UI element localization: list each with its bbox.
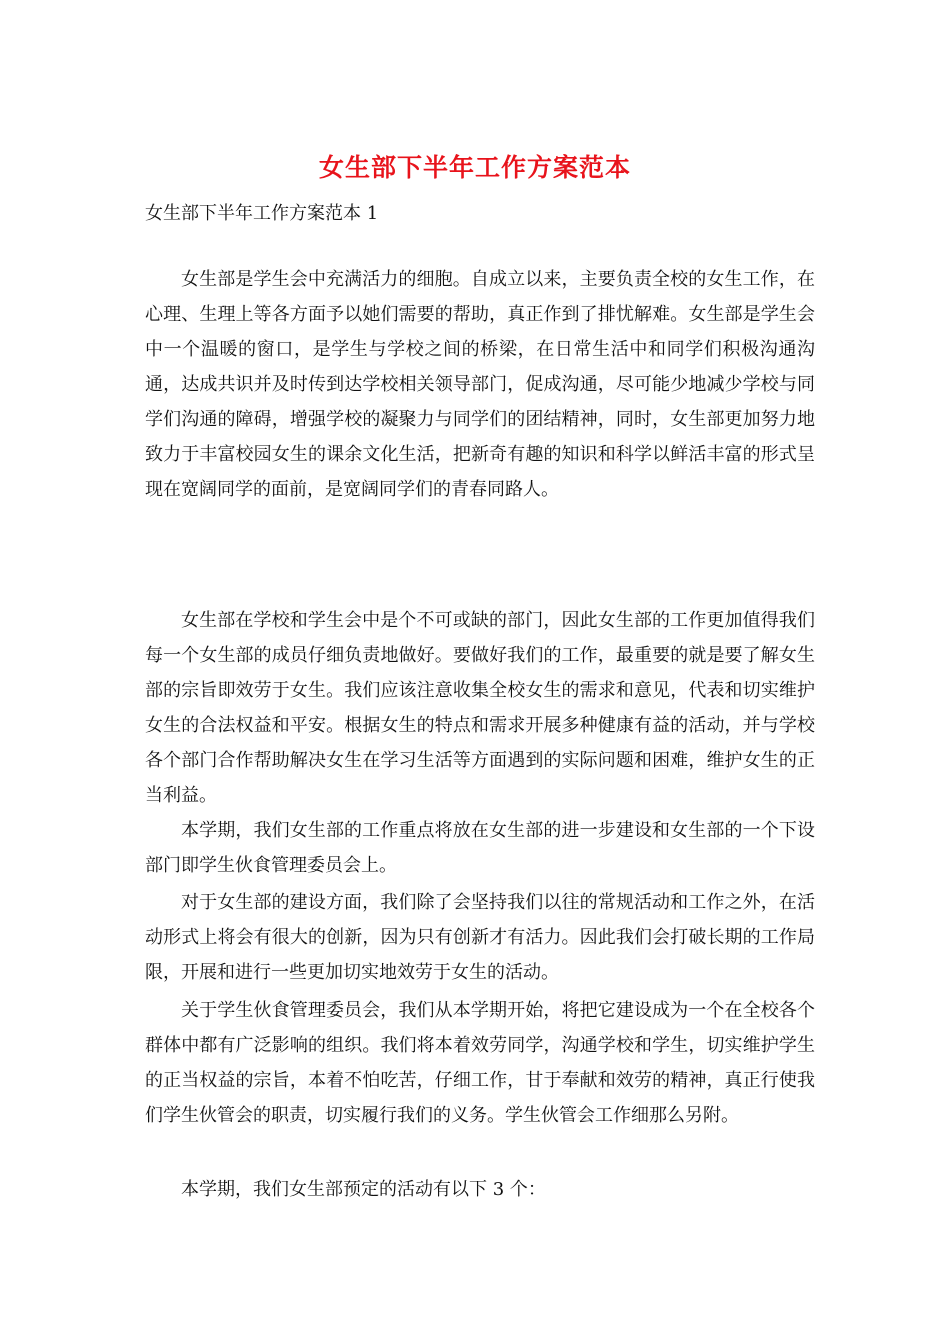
document-title: 女生部下半年工作方案范本 [318,153,631,182]
paragraph-planned-activities: 本学期，我们女生部预定的活动有以下 3 个： [181,1179,546,1200]
paragraph-food-committee: 关于学生伙食管理委员会，我们从本学期开始，将把它建设成为一个在全校各个群体中都有广泛影响的组织。我们将本着效劳同学，沟通学校和学生，切实维护学生的正当权益的宗旨，本着不怕吃苦，仔细工作，甘于奉献和效劳的精神，真正行使我们学生伙管会的职责，切实履行我们的义务。学生伙管会工作细那么另附。 [145,1000,815,1126]
paragraph-department-role: 女生部在学校和学生会中是个不可或缺的部门，因此女生部的工作更加值得我们每一个女生部的成员仔细负责地做好。要做好我们的工作，最重要的就是要了解女生部的宗旨即效劳于女生。我们应该注意收集全校女生的需求和意见，代表和切实维护女生的合法权益和平安。根据女生的特点和需求开展多种健康有益的活动，并与学校各个部门合作帮助解决女生在学习生活等方面遇到的实际问题和困难，维护女生的正当利益。 [145,610,815,806]
paragraph-department-building: 对于女生部的建设方面，我们除了会坚持我们以往的常规活动和工作之外，在活动形式上将会有很大的创新，因为只有创新才有活力。因此我们会打破长期的工作局限，开展和进行一些更加切实地效劳于女生的活动。 [145,892,815,983]
paragraph-intro: 女生部是学生会中充满活力的细胞。自成立以来，主要负责全校的女生工作，在心理、生理上等各方面予以她们需要的帮助，真正作到了排忧解难。女生部是学生会中一个温暖的窗口，是学生与学校之间的桥梁，在日常生活中和同学们积极沟通沟通，达成共识并及时传到达学校相关领导部门，促成沟通，尽可能少地减少学校与同学们沟通的障碍，增强学校的凝聚力与同学们的团结精神，同时，女生部更加努力地致力于丰富校园女生的课余文化生活，把新奇有趣的知识和科学以鲜活丰富的形式呈现在宽阔同学的面前，是宽阔同学们的青春同路人。 [145,269,815,500]
document-subtitle: 女生部下半年工作方案范本 1 [145,203,379,224]
paragraph-semester-focus: 本学期，我们女生部的工作重点将放在女生部的进一步建设和女生部的一个下设部门即学生伙食管理委员会上。 [145,820,815,876]
